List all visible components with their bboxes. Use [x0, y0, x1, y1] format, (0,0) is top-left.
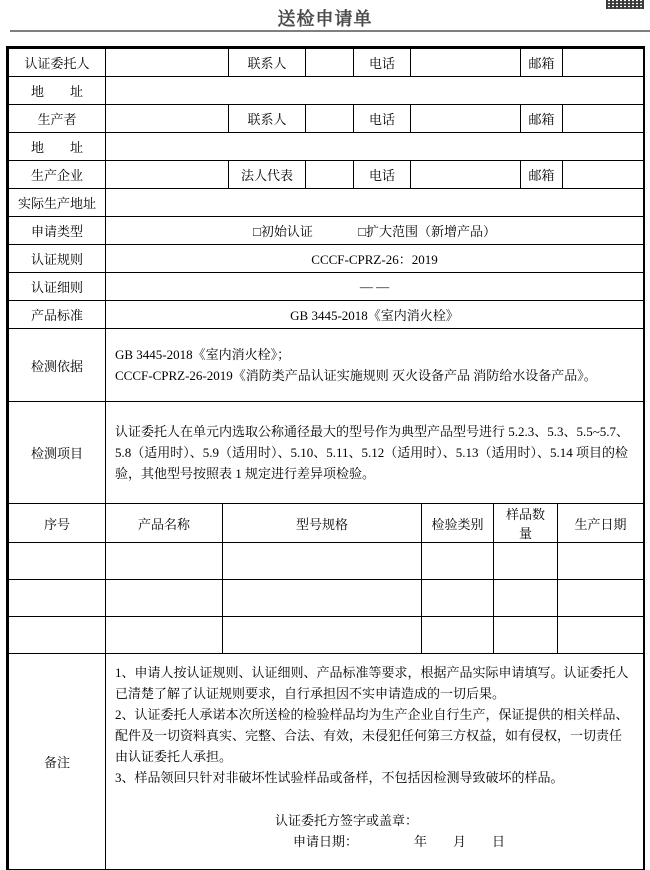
- legal-rep-label: 法人代表: [229, 161, 306, 189]
- info-table: [8, 48, 644, 504]
- remark-label: 备注: [9, 654, 106, 870]
- producer-email-label: 邮箱: [521, 105, 563, 133]
- col-header-seq: 序号: [9, 504, 106, 543]
- col-header-inspection-type: 检验类别: [422, 504, 494, 543]
- product-row-2: [9, 580, 644, 617]
- application-type-label: 申请类型: [9, 217, 106, 245]
- row-certification-detail: [9, 273, 644, 301]
- producer-label: 生产者: [9, 105, 106, 133]
- row-actual-address: [9, 189, 644, 217]
- row-test-basis: [9, 329, 644, 402]
- product-cell[interactable]: [558, 617, 644, 654]
- row-certification-rule: [9, 245, 644, 273]
- product-cell[interactable]: [558, 580, 644, 617]
- producer-address-label: 地 址: [9, 133, 106, 161]
- remark-item-2: 2、认证委托人承诺本次所送检的检验样品均为生产企业自行生产，保证提供的相关样品、配件及一切资料真实、完整、合法、有效，未侵犯任何第三方权益，如有侵权，一切责任由认证委托人承担。: [115, 707, 629, 764]
- product-cell[interactable]: [223, 617, 422, 654]
- client-contact-input[interactable]: [306, 49, 354, 77]
- product-cell[interactable]: [9, 543, 106, 580]
- product-cell[interactable]: [106, 543, 223, 580]
- row-test-items: [9, 402, 644, 504]
- product-table: [8, 503, 644, 654]
- test-basis-label: 检测依据: [9, 329, 106, 402]
- product-cell[interactable]: [494, 580, 558, 617]
- row-producer: [9, 105, 644, 133]
- product-cell[interactable]: [223, 543, 422, 580]
- client-label: 认证委托人: [9, 49, 106, 77]
- product-cell[interactable]: [223, 580, 422, 617]
- row-client-address: [9, 77, 644, 105]
- manufacturer-phone-label: 电话: [354, 161, 411, 189]
- actual-address-input[interactable]: [106, 189, 644, 217]
- producer-phone-input[interactable]: [411, 105, 521, 133]
- application-form: [8, 48, 643, 870]
- product-standard-label: 产品标准: [9, 301, 106, 329]
- row-client: [9, 49, 644, 77]
- row-application-type: [9, 217, 644, 245]
- product-header-row: [9, 504, 644, 543]
- product-standard-value: GB 3445-2018《室内消火栓》: [106, 301, 644, 329]
- signature-block: [115, 810, 634, 852]
- client-address-label: 地 址: [9, 77, 106, 105]
- test-basis-value: [106, 329, 644, 402]
- product-cell[interactable]: [494, 617, 558, 654]
- product-row-1: [9, 543, 644, 580]
- client-phone-label: 电话: [354, 49, 411, 77]
- product-cell[interactable]: [422, 617, 494, 654]
- producer-phone-label: 电话: [354, 105, 411, 133]
- producer-input[interactable]: [106, 105, 229, 133]
- producer-email-input[interactable]: [563, 105, 644, 133]
- product-row-3: [9, 617, 644, 654]
- product-cell[interactable]: [106, 617, 223, 654]
- manufacturer-email-label: 邮箱: [521, 161, 563, 189]
- signature-label[interactable]: 认证委托方签字或盖章：: [275, 813, 419, 828]
- col-header-product-name: 产品名称: [106, 504, 223, 543]
- remark-item-3: 3、样品领回只针对非破坏性试验样品或备样，不包括因检测导致破坏的样品。: [115, 770, 564, 785]
- actual-address-label: 实际生产地址: [9, 189, 106, 217]
- title-divider: [10, 30, 650, 32]
- manufacturer-phone-input[interactable]: [411, 161, 521, 189]
- test-items-value: 认证委托人在单元内选取公称通径最大的型号作为典型产品型号进行 5.2.3、5.3、5.5~5.7、5.8（适用时）、5.9（适用时）、5.10、5.11、5.12（适用时）、5.13（适用时）、5.14 项目的检验，其他型号按照表 1 规定进行差异项检验。: [106, 402, 644, 504]
- product-cell[interactable]: [558, 543, 644, 580]
- product-cell[interactable]: [106, 580, 223, 617]
- remark-item-1: 1、申请人按认证规则、认证细则、产品标准等要求，根据产品实际申请填写。认证委托人已清楚了解了认证规则要求，自行承担因不实申请造成的一切后果。: [115, 665, 629, 701]
- page-title: 送检申请单: [277, 9, 373, 29]
- certification-rule-value: CCCF-CPRZ-26：2019: [106, 245, 644, 273]
- certification-detail-label: 认证细则: [9, 273, 106, 301]
- certification-rule-label: 认证规则: [9, 245, 106, 273]
- product-cell[interactable]: [9, 617, 106, 654]
- producer-contact-input[interactable]: [306, 105, 354, 133]
- product-cell[interactable]: [494, 543, 558, 580]
- col-header-model-spec: 型号规格: [223, 504, 422, 543]
- manufacturer-email-input[interactable]: [563, 161, 644, 189]
- checkbox-scope-expansion[interactable]: □扩大范围（新增产品）: [358, 224, 496, 239]
- manufacturer-label: 生产企业: [9, 161, 106, 189]
- client-email-label: 邮箱: [521, 49, 563, 77]
- row-product-standard: [9, 301, 644, 329]
- client-phone-input[interactable]: [411, 49, 521, 77]
- year-label: 年: [414, 834, 428, 849]
- row-manufacturer: [9, 161, 644, 189]
- corner-mark: [606, 0, 644, 9]
- row-producer-address: [9, 133, 644, 161]
- col-header-sample-qty: 样品数量: [494, 504, 558, 543]
- application-date-line: [293, 831, 634, 852]
- application-date-label: 申请日期：: [293, 834, 359, 849]
- test-items-label: 检测项目: [9, 402, 106, 504]
- producer-address-input[interactable]: [106, 133, 644, 161]
- application-type-options: [106, 217, 644, 245]
- certification-detail-value: — —: [106, 273, 644, 301]
- remark-table: [8, 653, 644, 870]
- client-contact-label: 联系人: [229, 49, 306, 77]
- month-label: 月: [453, 834, 467, 849]
- remark-content: [106, 654, 644, 870]
- legal-rep-input[interactable]: [306, 161, 354, 189]
- product-cell[interactable]: [9, 580, 106, 617]
- col-header-production-date: 生产日期: [558, 504, 644, 543]
- checkbox-initial-certification[interactable]: □初始认证: [253, 224, 313, 239]
- producer-contact-label: 联系人: [229, 105, 306, 133]
- product-cell[interactable]: [422, 543, 494, 580]
- client-address-input[interactable]: [106, 77, 644, 105]
- product-cell[interactable]: [422, 580, 494, 617]
- test-basis-line2: CCCF-CPRZ-26-2019《消防类产品认证实施规则 灭火设备产品 消防给水设备产品》。: [115, 368, 597, 383]
- test-basis-line1: GB 3445-2018《室内消火栓》；: [115, 347, 291, 362]
- day-label: 日: [492, 834, 506, 849]
- client-input[interactable]: [106, 49, 229, 77]
- manufacturer-input[interactable]: [106, 161, 229, 189]
- client-email-input[interactable]: [563, 49, 644, 77]
- remark-row: [9, 654, 644, 870]
